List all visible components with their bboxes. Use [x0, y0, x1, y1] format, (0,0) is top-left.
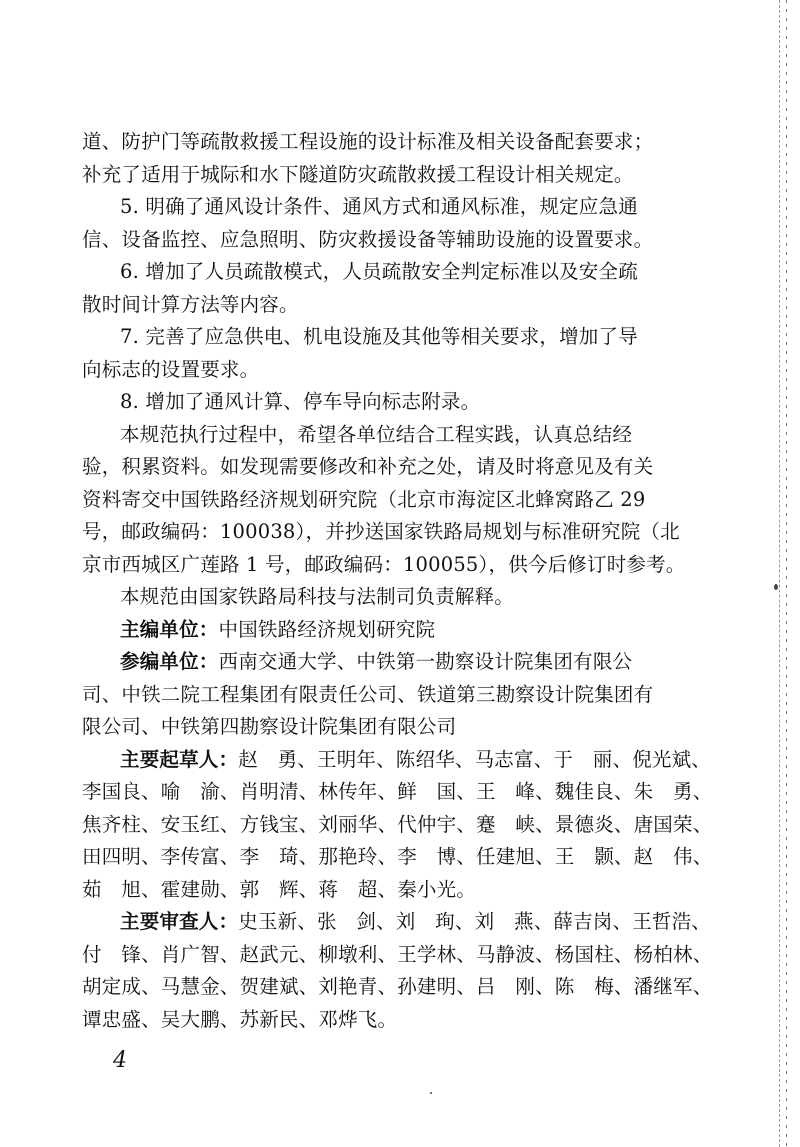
text-line — [82, 451, 692, 484]
text-line — [82, 744, 712, 777]
text-line — [82, 646, 692, 679]
line-label: 主要审查人： — [120, 910, 239, 933]
line-text: 信、设备监控、应急照明、防灾救援设备等辅助设施的设置要求。 — [82, 227, 654, 251]
text-line — [82, 906, 712, 939]
text-line — [82, 354, 692, 387]
text-line — [82, 289, 692, 322]
text-line — [82, 776, 713, 809]
line-text: 李国良、喻 渝、肖明清、林传年、鲜 国、王 峰、魏佳良、朱 勇、 — [82, 780, 713, 803]
line-text: 谭忠盛、吴大鹏、苏新民、邓烨飞。 — [82, 1007, 398, 1031]
line-text: 胡定成、马慧金、贺建斌、刘艳青、孙建明、吕 刚、陈 梅、潘继军、 — [82, 975, 713, 998]
scan-speck — [430, 1092, 432, 1094]
line-text: 验，积累资料。如发现需要修改和补充之处，请及时将意见及有关 — [82, 455, 654, 478]
line-text: 散时间计算方法等内容。 — [82, 292, 299, 316]
line-text: 付 锋、肖广智、赵武元、柳墩利、王学林、马静波、杨国柱、杨柏林、 — [82, 942, 713, 966]
text-line — [82, 841, 713, 874]
line-text: 5. 明确了通风设计条件、通风方式和通风标准，规定应急通 — [120, 195, 638, 218]
binding-edge-marks — [779, 0, 796, 1147]
line-text: 6. 增加了人员疏散模式，人员疏散安全判定标准以及安全疏 — [120, 260, 638, 283]
text-line — [82, 159, 692, 192]
scan-speck — [774, 584, 778, 590]
line-text: 道、防护门等疏散救援工程设施的设计标准及相关设备配套要求； — [82, 130, 654, 153]
line-text: 田四明、李传富、李 琦、那艳玲、李 博、任建旭、王 颢、赵 伟、 — [82, 845, 713, 868]
line-text: 西南交通大学、中铁第一勘察设计院集团有限公 — [218, 650, 633, 673]
text-line — [82, 191, 692, 224]
line-text: 向标志的设置要求。 — [82, 357, 260, 381]
text-line — [82, 484, 692, 517]
text-line — [82, 386, 692, 419]
line-text: 京市西城区广莲路 1 号，邮政编码：100055），供今后修订时参考。 — [82, 552, 686, 576]
text-line — [82, 581, 692, 614]
text-line — [82, 256, 692, 289]
text-line — [82, 711, 692, 744]
line-text: 限公司、中铁第四勘察设计院集团有限公司 — [82, 715, 457, 738]
line-label: 主要起草人： — [120, 747, 239, 771]
page-number: 4 — [113, 1048, 127, 1073]
line-text: 茹 旭、霍建勋、郭 辉、蒋 超、秦小光。 — [82, 877, 477, 901]
text-line — [82, 321, 692, 354]
text-line — [82, 419, 692, 452]
line-text: 号，邮政编码：100038），并抄送国家铁路局规划与标准研究院（北 — [82, 520, 680, 543]
line-text: 本规范执行过程中，希望各单位结合工程实践，认真总结经 — [120, 422, 633, 446]
text-line — [82, 971, 713, 1004]
text-line — [82, 126, 692, 159]
text-line — [82, 679, 692, 712]
line-text: 焦齐柱、安玉红、方钱宝、刘丽华、代仲宇、蹇 峡、景德炎、唐国荣、 — [82, 812, 713, 836]
line-text: 中国铁路经济规划研究院 — [218, 617, 436, 641]
line-text: 8. 增加了通风计算、停车导向标志附录。 — [120, 390, 481, 413]
line-text: 7. 完善了应急供电、机电设施及其他等相关要求，增加了导 — [120, 325, 638, 348]
line-text: 补充了适用于城际和水下隧道防灾疏散救援工程设计相关规定。 — [82, 162, 634, 186]
text-line — [82, 549, 692, 582]
line-text: 赵 勇、王明年、陈绍华、马志富、于 丽、倪光斌、 — [238, 747, 712, 771]
line-text: 本规范由国家铁路局科技与法制司负责解释。 — [120, 585, 515, 608]
text-line — [82, 809, 713, 842]
line-text: 资料寄交中国铁路经济规划研究院（北京市海淀区北蜂窝路乙 29 — [82, 487, 646, 511]
line-text: 司、中铁二院工程集团有限责任公司、铁道第三勘察设计院集团有 — [82, 682, 654, 706]
body-text — [82, 126, 713, 1036]
text-line — [82, 516, 692, 549]
line-text: 史玉新、张 剑、刘 珣、刘 燕、薛吉岗、王哲浩、 — [238, 910, 712, 933]
text-line — [82, 939, 713, 972]
line-label: 参编单位： — [120, 650, 219, 673]
line-label: 主编单位： — [120, 617, 219, 641]
text-line — [82, 874, 692, 907]
text-line — [82, 614, 692, 647]
text-line — [82, 224, 692, 257]
text-line — [82, 1004, 692, 1037]
